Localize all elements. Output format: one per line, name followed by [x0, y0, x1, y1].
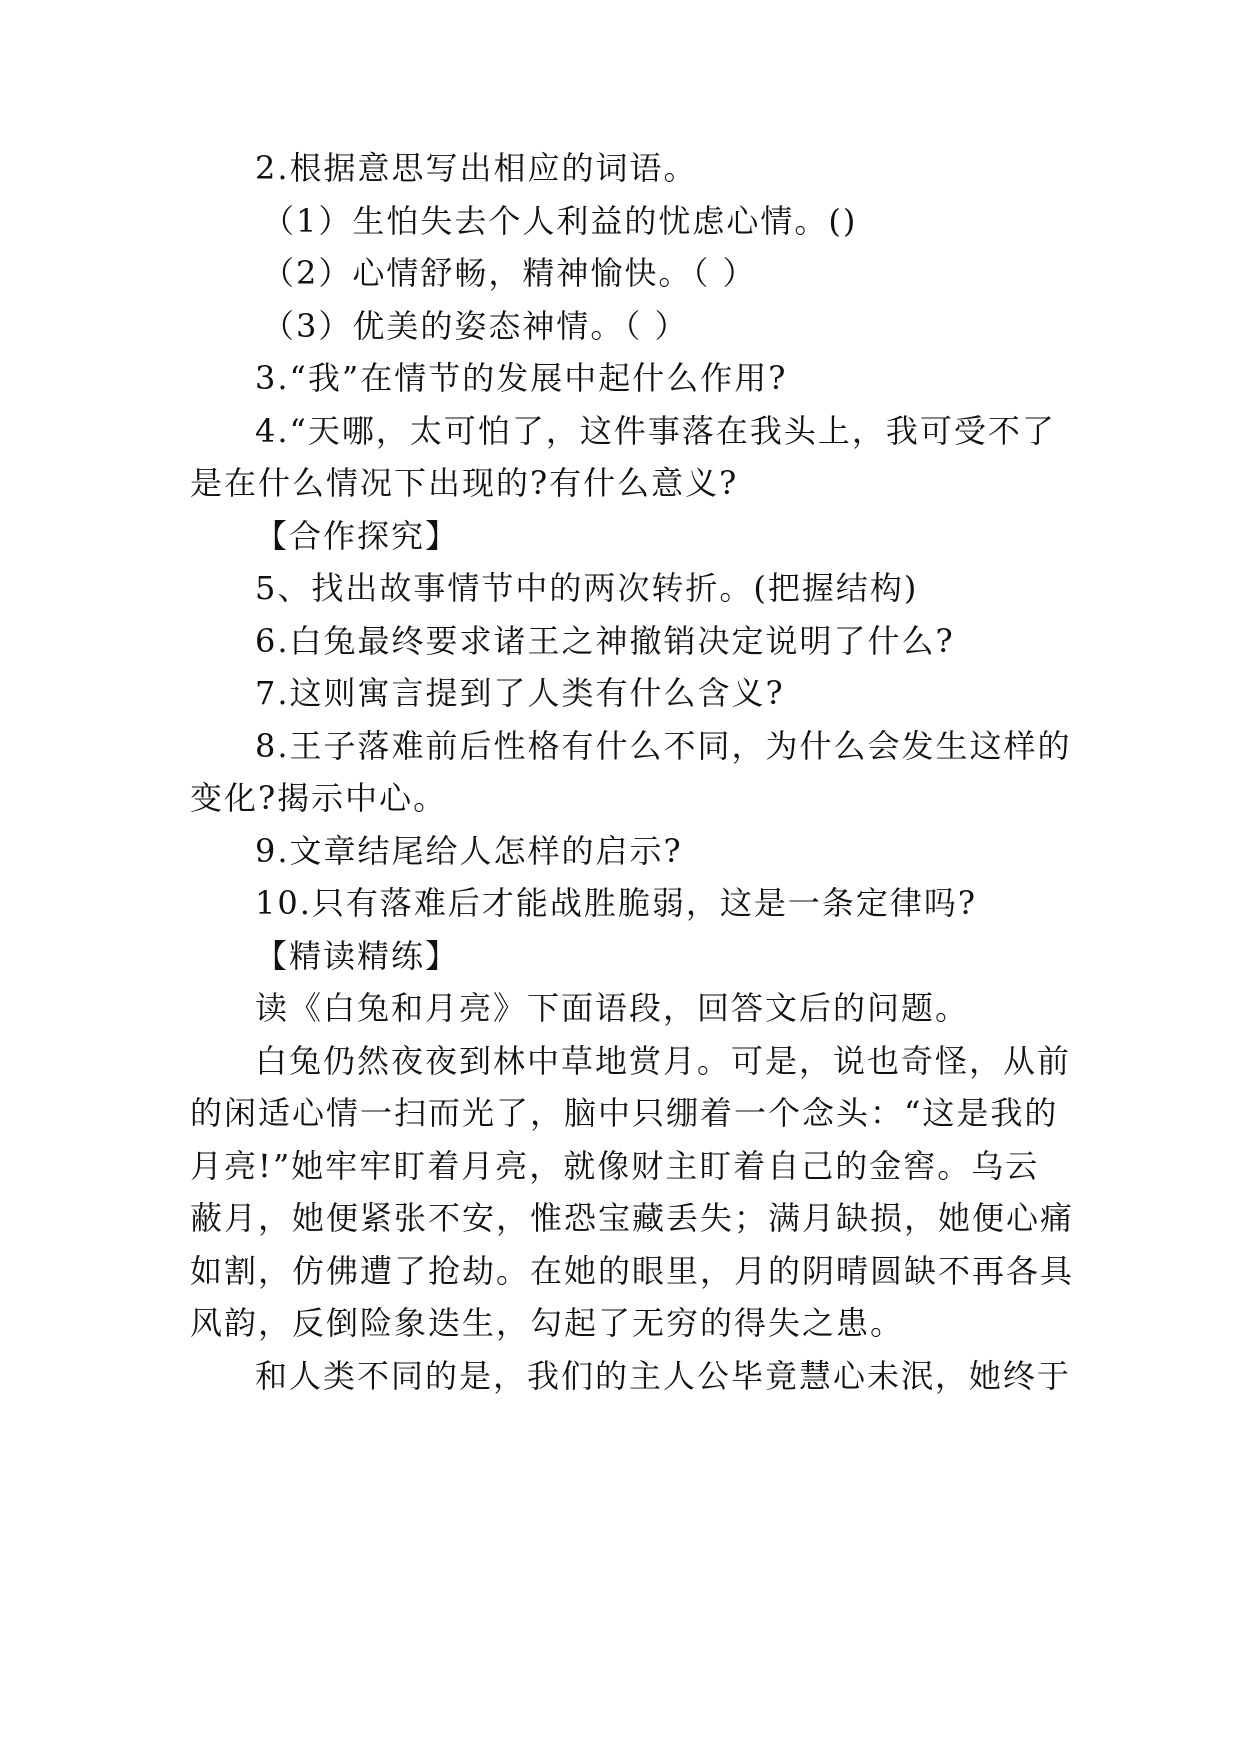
- section-heading-cooperation: 【合作探究】: [255, 517, 460, 555]
- question-5: 5、找出故事情节中的两次转折。(把握结构): [255, 569, 919, 607]
- question-4-line-1: 4.“天哪，太可怕了，这件事落在我头上，我可受不了: [255, 412, 1056, 450]
- question-2: 2.根据意思写出相应的词语。: [255, 149, 698, 187]
- question-3: 3.“我”在情节的发展中起什么作用?: [255, 359, 788, 397]
- passage-line-2: 的闲适心情一扫而光了，脑中只绷着一个念头：“这是我的: [190, 1094, 1059, 1132]
- question-2-item-3: （3）优美的姿态神情。（ ）: [262, 307, 689, 345]
- question-10: 10.只有落难后才能战胜脆弱，这是一条定律吗?: [255, 884, 978, 922]
- passage-line-7: 和人类不同的是，我们的主人公毕竟慧心未泯，她终于: [255, 1357, 1072, 1395]
- passage-line-6: 风韵，反倒险象迭生，勾起了无穷的得失之患。: [190, 1304, 905, 1342]
- question-8-line-1: 8.王子落难前后性格有什么不同，为什么会发生这样的: [255, 727, 1072, 765]
- passage-line-4: 蔽月，她便紧张不安，惟恐宝藏丢失；满月缺损，她便心痛: [190, 1199, 1075, 1237]
- question-4-line-2: 是在什么情况下出现的?有什么意义?: [190, 464, 739, 502]
- question-2-item-1: （1）生怕失去个人利益的忧虑心情。(): [262, 202, 858, 240]
- question-2-item-2: （2）心情舒畅，精神愉快。（ ）: [262, 254, 757, 292]
- passage-line-5: 如割，仿佛遭了抢劫。在她的眼里，月的阴晴圆缺不再各具: [190, 1252, 1075, 1290]
- question-6: 6.白兔最终要求诸王之神撤销决定说明了什么?: [255, 622, 955, 660]
- question-7: 7.这则寓言提到了人类有什么含义?: [255, 674, 785, 712]
- question-9: 9.文章结尾给人怎样的启示?: [255, 832, 683, 870]
- passage-line-3: 月亮!”她牢牢盯着月亮，就像财主盯着自己的金窖。乌云: [190, 1147, 1040, 1185]
- reading-instruction: 读《白兔和月亮》下面语段，回答文后的问题。: [255, 989, 970, 1027]
- passage-line-1: 白兔仍然夜夜到林中草地赏月。可是，说也奇怪，从前: [255, 1042, 1072, 1080]
- question-8-line-2: 变化?揭示中心。: [190, 779, 448, 817]
- section-heading-reading: 【精读精练】: [255, 937, 460, 975]
